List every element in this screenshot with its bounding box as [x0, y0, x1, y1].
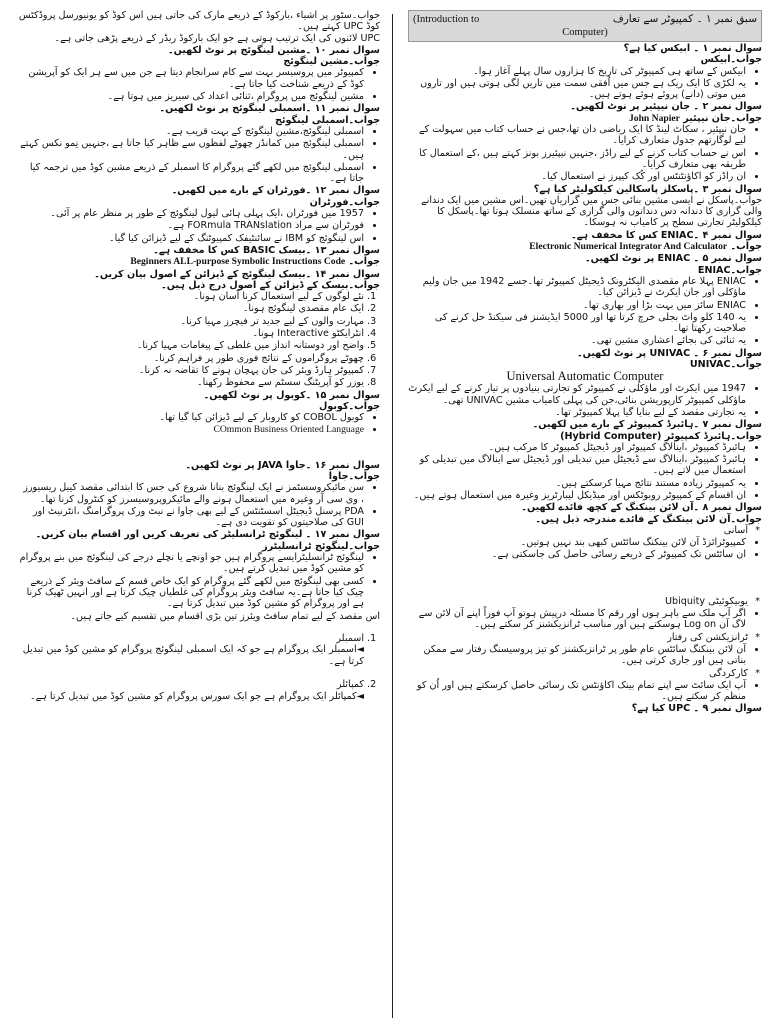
list-item: 2. کمپائلر ◄کمپائلر ایک پروگرام ہے جو ایک سورس پروگرام کو مشین کوڈ میں تبدیل کرتا ہے۔	[18, 679, 364, 702]
answer-heading	[408, 241, 762, 252]
question: سوال نمبر ۸ ۔آن لائن بینکنگ کے کچھ فائدے لکھیں۔	[521, 502, 762, 514]
english-term: John Napier	[628, 112, 680, 124]
question: سوال نمبر ۲ ۔ جان نیپئیر پر نوٹ لکھیں۔	[570, 101, 762, 113]
list-item: • سن مائیکروسسٹمز نے ایک لینگوئج بنانا شروع کی جس کا ابتدائی مقصد کیبل ریسیورز ، وی سی آر وغیرہ میں استعمال ہونے والے مائیکروپروسیسرز کو کنٹرول کرنا تھا۔	[18, 482, 364, 505]
list-item: 7. کمپیوٹر ہارڈ ویئر کی جان پہچان ہونے کا تقاضہ نہ کرنا۔	[18, 365, 364, 376]
list-item: • کمپیوٹر میں پروسیسر بہت سے کام سرانجام دیتا ہے جن میں سے ہر ایک کو آپریشن کوڈ کے ذریعے شناخت کیا جاتا ہے۔	[18, 67, 364, 90]
answer-heading: جواب۔آن لائن بینکنگ کے فائدے مندرجہ ذیل ہیں۔	[535, 513, 762, 525]
list-item: • اگر آپ ملک سے باہر ہوں اور رقم کا مسئلہ درپیش ہوتو آپ فوراً اپنے آن لائن سے لاگ آن Log on ہوسکتے ہیں اور مناسب ٹرانزیکشنز کر سکتے ہیں۔	[408, 608, 746, 631]
chapter-title-en-b: Computer)	[562, 27, 608, 38]
list-item: • اسمبلی لینگوئج میں کمانڈز چھوٹے لفظوں سے ظاہر کیا جاتا ہے ،جنہیں نِمو نکس کہتے ہیں۔	[18, 138, 364, 161]
question: سوال نمبر ۵ ۔ ENIAC پر نوٹ لکھیں۔	[584, 253, 762, 265]
list-item: • ابیکس کے ساتھ ہی کمپیوٹر کی تاریخ کا ہزاروں سال پہلے آغاز ہوا۔	[408, 66, 746, 77]
answer-list	[18, 67, 380, 102]
answer-heading-ur: جواب۔	[730, 241, 762, 253]
answer-heading: جواب۔ابیکس	[700, 54, 762, 66]
answer-heading: جواب۔اسمبلی لینگوئج	[274, 114, 380, 126]
list-item: • ENIAC پہلا عام مقصدی الیکٹرونک ڈیجیٹل کمپیوٹر تھا۔جسے 1942 میں جان ولیم ماؤکلی اور جان ایکرٹ نے ڈیزائن کیا۔	[408, 276, 746, 299]
list-item: • PDA پرسنل ڈیجیٹل اسسٹنٹس کے لیے بھی جاوا نے نیٹ ورک پروگرامنگ ،انٹرنیٹ اور GUI کی صلاحیتوں کو تقویت دی ہے۔	[18, 506, 364, 529]
chapter-title-ur: سبق نمبر ۱ ۔ کمپیوٹر سے تعارف	[612, 13, 757, 25]
answer-heading	[408, 113, 762, 124]
list-item: • ان سائٹس تک کمپیوٹر کے ذریعے رسائی حاصل کی جاسکتی ہے۔	[408, 549, 746, 560]
question: سوال نمبر ۱۲ ۔فورٹران کے بارے میں لکھیں۔	[171, 185, 380, 197]
list-item: 4. انٹرایکٹو Interactive ہونا۔	[18, 328, 364, 339]
answer-list	[408, 680, 762, 703]
list-item: • یہ ثنائی کی بجائے اعشاری مشین تھی۔	[408, 335, 746, 346]
answer-list	[18, 208, 380, 244]
answer-list	[408, 537, 762, 561]
list-item: • اس نے حساب کتاب کرنے کے لیے راڈز ،جنہیں نیپئیرز بونز کہتے ہیں ،کے استعمال کا طریقہ بھی متعارف کرایا۔	[408, 148, 746, 171]
question: سوال نمبر ۱۵ ۔کوبول پر نوٹ لکھیں۔	[203, 389, 380, 401]
question: سوال نمبر ۱۰ ۔مشین لینگوئج پر نوٹ لکھیں۔	[167, 44, 380, 56]
answer-list	[408, 525, 762, 536]
list-item: • ان اقسام کے کمپیوٹر روبوٹکس اور میڈیکل لیبارٹریز وغیرہ میں استعمال ہوتے ہیں۔	[408, 490, 746, 501]
list-item: • اس لینگوئج کو IBM نے سائنٹیفک کمپیوٹنگ کے لیے ڈیزائن کیا گیا۔	[18, 233, 364, 244]
left-column	[18, 10, 380, 1016]
question: سوال نمبر ۴ ۔ENIAC کس کا مخفف ہے۔	[571, 229, 762, 241]
answer-list	[408, 383, 762, 418]
answer-list	[18, 552, 380, 609]
question: سوال نمبر ۹ ۔ UPC کیا ہے؟	[631, 703, 762, 715]
principles-list	[18, 291, 380, 388]
answer-list	[18, 412, 380, 436]
question: سوال نمبر ۱۱ ۔اسمبلی لینگوئج پر نوٹ لکھیں۔	[159, 103, 380, 115]
list-item: • جان نیپئیر ، سکاٹ لینڈ کا ایک ریاضی دان تھا،جس نے حساب کتاب میں سہولت کے لیے لوگارتھم جدول متعارف کرایا۔	[408, 124, 746, 147]
answer-heading	[18, 256, 380, 267]
question: سوال نمبر ۱ ۔ ابیکس کیا ہے؟	[623, 43, 762, 54]
question: سوال نمبر ۱۳ ۔بیسک BASIC کس کا مخفف ہے۔	[153, 244, 380, 256]
list-item: • اسمبلی لینگوئج میں لکھے گئے پروگرام کا اسمبلر کے ذریعے مشین کوڈ میں ترجمہ کیا جاتا ہے۔	[18, 162, 364, 185]
chapter-title-en: (Introduction to	[413, 14, 480, 25]
list-item: • یہ لکڑی کا ایک ریک ہے جس میں اُفقی سمت میں تاریں لگی ہوتی ہیں اور تاروں میں موتی (دانے) پروئے ہوئے ہوتے ہیں۔	[408, 78, 746, 101]
translator-types-list	[18, 622, 380, 714]
list-item: • یہ تجارتی مقصد کے لیے بنایا گیا پہلا کمپیوٹر تھا۔	[408, 407, 746, 418]
list-item: • لینگوئج ٹرانسلیٹرایسے پروگرام ہیں جو اونچے یا نچلے درجے کی لینگوئج میں بنے پروگرام کو مشین کوڈ میں تبدیل کرتے ہیں۔	[18, 552, 364, 575]
english-term: Beginners ALL-purpose Symbolic Instructions Code	[130, 256, 346, 268]
answer-list	[408, 632, 762, 643]
list-item: • یہ کمپیوٹر زیادہ مستند نتائج مہیا کرسکتے ہیں۔	[408, 478, 746, 489]
list-item: * آسانی	[408, 525, 748, 536]
answer-list	[18, 126, 380, 184]
answer-list	[408, 668, 762, 679]
list-item: 8. یوزر کو آپریٹنگ سسٹم سے محفوظ رکھنا۔	[18, 377, 364, 388]
list-item: 6. چھوٹے پروگراموں کے نتائج فوری طور پر فراہم کرنا۔	[18, 353, 364, 364]
answer-list	[408, 596, 762, 607]
english-term: Universal Automatic Computer	[506, 369, 664, 384]
answer-text: جواب۔سٹور پر اشیاء ،بارکوڈ کے ذریعے مارک کی جاتی ہیں اس کوڈ کو یونیورسل پروڈکٹس کوڈ UPC کہتے ہیں۔	[18, 10, 380, 33]
question: سوال نمبر ۱۴ ۔بیسک لینگوئج کے ڈیزائن کے اصول بیان کریں۔	[94, 268, 380, 280]
list-item: • فورٹران سے مراد FORmula TRANslation ہے۔	[18, 220, 364, 231]
list-item: 5. واضح اور دوستانہ انداز میں غلطی کے پیغامات مہیا کرنا۔	[18, 340, 364, 351]
answer-list	[408, 442, 762, 501]
answer-text: UPC لائنوں کی ایک ترتیب ہوتی ہے جو ایک بارکوڈ ریڈر کے ذریعے پڑھی جاتی ہے۔	[54, 32, 380, 44]
answer-list	[408, 608, 762, 631]
answer-text: اس مقصد کے لیے تمام سافٹ ویئرز تین بڑی اقسام میں تقسیم کیے جاتے ہیں۔	[70, 610, 380, 622]
english-term: Electronic Numerical Integrator And Calculator	[529, 241, 728, 253]
spacer	[408, 562, 762, 596]
list-item: • کمپیوٹرائزڈ آن لائن بینکنگ سائٹس کبھی بند نہیں ہوتیں۔	[408, 537, 746, 548]
list-item: • ہائبرڈ کمپیوٹر ،اینالاگ کمپیوٹر اور ڈیجیٹل کمپیوٹر کا مرکب ہیں۔	[408, 442, 746, 453]
question: سوال نمبر ۱۷ ۔ لینگوئج ٹرانسلیٹر کی تعریف کریں اور اقسام بیان کریں۔	[35, 529, 380, 541]
question: سوال نمبر ۱۶ ۔جاوا JAVA پر نوٹ لکھیں۔	[185, 459, 380, 471]
list-item: 1. اسمبلر ◄اسمبلر ایک پروگرام ہے جو کہ ایک اسمبلی لینگوئج پروگرام کو مشین کوڈ میں تبدیل کرتا ہے۔	[18, 633, 364, 667]
list-item: • ہائبرڈ کمپیوٹر ،اینالاگ سے ڈیجیٹل میں تبدیلی اور ڈیجیٹل سے اینالاگ میں تبدیلی کو استعمال میں لاتے ہیں۔	[408, 454, 746, 477]
answer-list	[408, 124, 762, 182]
answer-heading-ur: جواب۔	[348, 256, 380, 268]
column-divider	[392, 14, 393, 1018]
question: سوال نمبر ۳ ۔پاسکلز پاسکالین کیلکولیٹر کیا ہے؟	[533, 183, 762, 195]
answer-list	[408, 276, 762, 347]
list-item: * ٹرانزیکشن کی رفتار	[408, 632, 748, 643]
chapter-title	[408, 10, 762, 42]
list-item: • یہ 140 کلو واٹ بجلی خرچ کرتا تھا اور 5000 ایڈیشنز فی سیکنڈ حل کرنے کی صلاحیت رکھتا تھا۔	[408, 312, 746, 335]
list-item: • ان راڈز کو اکاؤنٹنٹس اور کُک کیپرز نے استعمال کیا۔	[408, 171, 746, 182]
list-item: * یوبیکوئیٹی Ubiquity	[408, 596, 748, 607]
answer-heading-ur: جواب۔جان نیپئیر	[683, 112, 762, 124]
question: سوال نمبر ۶ ۔ UNIVAC پر نوٹ لکھیں۔	[576, 347, 762, 359]
answer-heading: جواب۔فورٹران	[309, 196, 380, 208]
answer-list	[18, 482, 380, 528]
list-item: • مشین لینگوئج میں پروگرام ،ثنائی اعداد کی سیریز میں ہوتا ہے۔	[18, 91, 364, 102]
answer-text: جواب۔پاسکل نے ایسی مشین بنائی جس میں گراریاں تھیں۔اس مشین میں ایک دندانے والی گراری کا دندانہ دس دندانوں والی گراری کے ساتھ منسلک ہوتا تھا۔پاسکل کا کیلکولیٹر تجارتی سطح پر کامیاب نہ ہوسکا۔	[421, 194, 762, 229]
list-item: • آن لائن بینکنگ سائٹس عام طور پر ٹرانزیکشنز کو تیز پروسیسنگ رفتار سے ممکن بناتی ہیں اور جاری کرتی ہیں۔	[408, 644, 746, 667]
list-item: • 1947 میں ایکرٹ اور ماؤکلی نے کمپیوٹر کو تجارتی بنیادوں پر تیار کرنے کے لیے ایکرٹ ماؤکلی کمپیوٹر کارپوریشن بنائی،جن کی پہلی کامیاب مشین UNIVAC تھی۔	[408, 383, 746, 406]
answer-heading: جواب۔لینگوئج ٹرانسلیٹرز	[262, 540, 380, 552]
list-item: 1. نئے لوگوں کے لیے استعمال کرنا آسان ہونا۔	[18, 291, 364, 302]
answer-heading: جواب۔جاوا	[328, 470, 380, 482]
answer-list	[408, 66, 762, 101]
question: سوال نمبر ۷ ۔ہائبرڈ کمپیوٹر کے بارے میں لکھیں۔	[532, 419, 762, 431]
answer-heading: جواب۔بیسک کے ڈیزائن کے اصول درج ذیل ہیں۔	[161, 279, 380, 291]
list-item: • ENIAC سائز میں بہت بڑا اور بھاری تھا۔	[408, 300, 746, 311]
list-item: • اسمبلی لینگوئج،مشین لینگوئج کے بہت قریب ہے۔	[18, 126, 364, 137]
answer-heading: جواب۔ENIAC	[697, 264, 762, 276]
list-item: • کوبول COBOL کو کاروبار کے لیے ڈیزائن کیا گیا تھا۔	[18, 412, 364, 423]
list-item: • آپ ایک سائٹ سے اپنے تمام بینک اکاؤنٹس تک رسائی حاصل کرسکتے ہیں اور اُن کو منظم کر سکتے ہیں۔	[408, 680, 746, 703]
list-item: • 1957 میں فورٹران ،ایک پہلی ہائی لیول لینگوئج کے طور پر منظر عام پر آئی۔	[18, 208, 364, 219]
list-item: • COmmon Business Oriented Language	[18, 424, 364, 435]
answer-heading: جواب۔UNIVAC	[689, 359, 762, 371]
right-column	[408, 10, 762, 1016]
answer-list	[408, 644, 762, 667]
list-item: 3. مہارت والوں کے لیے جدید تر فیچرز مہیا کرنا۔	[18, 316, 364, 327]
spacer	[18, 437, 380, 459]
list-item: 2. ایک عام مقصدی لینگوئج ہونا۔	[18, 303, 364, 314]
answer-heading: جواب۔مشین لینگوئج	[283, 56, 380, 68]
list-item: * کارکردگی	[408, 668, 748, 679]
answer-heading: جواب۔ہائبرڈ کمپیوٹر (Hybrid Computer)	[560, 430, 762, 442]
list-item: • کسی بھی لینگوئج میں لکھے گئے پروگرام کو ایک خاص قسم کے سافٹ ویئر کے ذریعے چیک کیا جاتا ہے۔یہ سافٹ ویئر پروگرام کی غلطیاں چیک کرتا ہے اور انہیں ٹھیک کرنا ہے اور پروگرام کو مشین کوڈ میں تبدیل کرتا ہے۔	[18, 576, 364, 610]
answer-heading: جواب۔کوبول	[318, 400, 380, 412]
